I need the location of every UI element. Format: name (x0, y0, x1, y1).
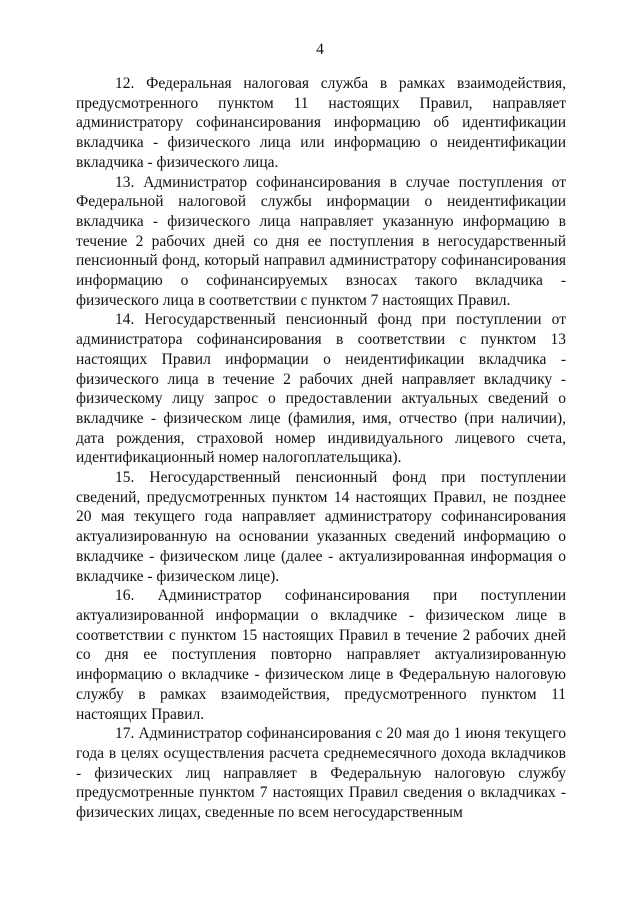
paragraph-17: 17. Администратор софинансирования с 20 мая до 1 июня текущего года в целях осуществления расчета среднемесячного дохода вкладчиков - физических лиц направляет в Федеральную налоговую службу предусмотренные пунктом 7 настоящих Правил сведения о вкладчиках - физических лицах, сведенные по всем негосударственным (76, 725, 566, 822)
paragraph-12: 12. Федеральная налоговая служба в рамках взаимодействия, предусмотренного пунктом 11 настоящих Правил, направляет администратору софинансирования информацию об идентификации вкладчика - физического лица или информацию о неидентификации вкладчика - физического лица. (76, 75, 566, 171)
paragraph-14: 14. Негосударственный пенсионный фонд при поступлении от администратора софинансирования в соответствии с пунктом 13 настоящих Правил информации о неидентификации вкладчика - физического лица в течение 2 рабочих дней направляет вкладчику - физическому лицу запрос о предоставлении актуальных сведений о вкладчике - физическом лице (фамилия, имя, отчество (при наличии), дата рождения, страховой номер индивидуального лицевого счета, идентификационный номер налогоплательщика). (76, 311, 566, 467)
document-body (76, 74, 566, 823)
paragraph-13: 13. Администратор софинансирования в случае поступления от Федеральной налоговой службы информации о неидентификации вкладчика - физического лица направляет указанную информацию в течение 2 рабочих дней со дня ее поступления в негосударственный пенсионный фонд, который направил администратору софинансирования информацию о софинансируемых взносах такого вкладчика - физического лица в соответствии с пунктом 7 настоящих Правил. (76, 173, 566, 309)
paragraph-15: 15. Негосударственный пенсионный фонд при поступлении сведений, предусмотренных пунктом 14 настоящих Правил, не позднее 20 мая текущего года направляет администратору софинансирования актуализированную на основании указанных сведений информацию о вкладчике - физическом лице (далее - актуализированная информация о вкладчике - физическом лице). (76, 469, 566, 585)
page-number: 4 (316, 41, 324, 58)
paragraph-16: 16. Администратор софинансирования при поступлении актуализированной информации о вкладчике - физическом лице в соответствии с пунктом 15 настоящих Правил в течение 2 рабочих дней со дня ее поступления повторно направляет актуализированную информацию о вкладчике - физическом лице в Федеральную налоговую службу в рамках взаимодействия, предусмотренного пунктом 11 настоящих Правил. (76, 587, 566, 723)
